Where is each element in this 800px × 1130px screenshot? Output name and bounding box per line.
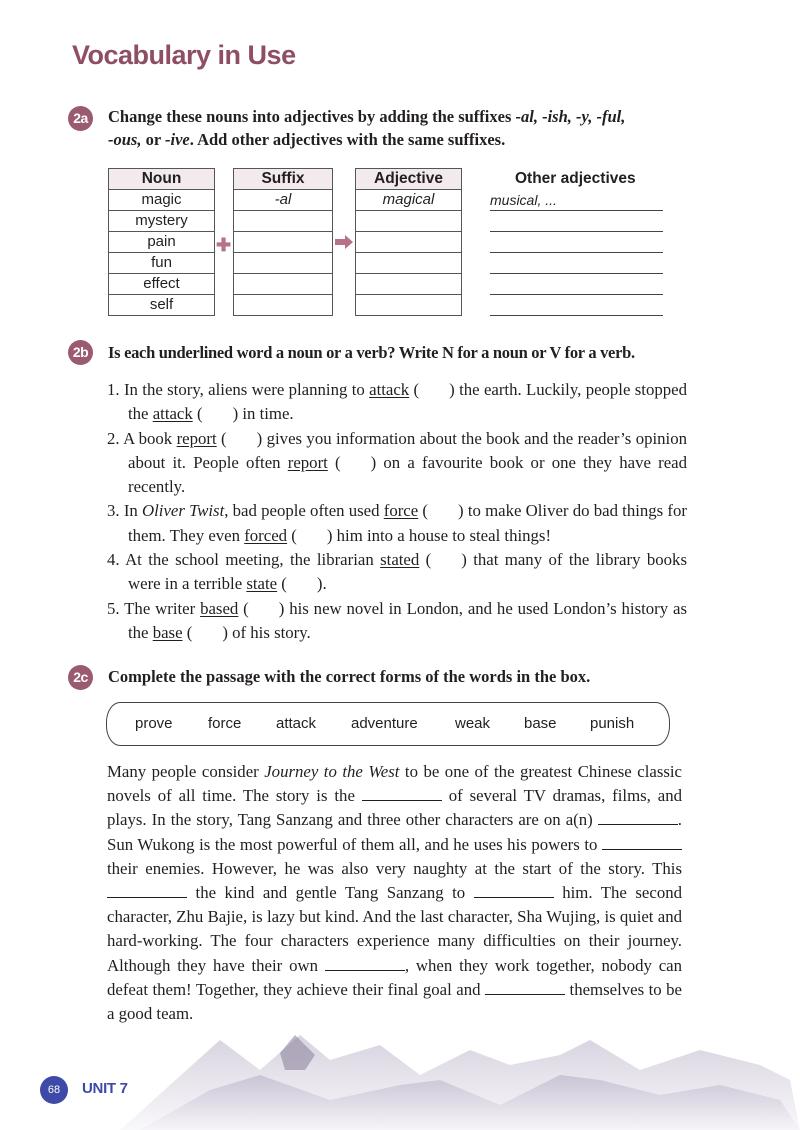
- word-box-item: base: [524, 715, 557, 732]
- suffix-cell[interactable]: [234, 294, 332, 315]
- word-box-item: adventure: [351, 715, 418, 732]
- noun-cell: self: [109, 294, 214, 315]
- adjective-cell[interactable]: [356, 231, 461, 252]
- exercise-badge-2b: 2b: [68, 340, 93, 365]
- exercise-badge-2c: 2c: [68, 665, 93, 690]
- suffix-cell[interactable]: [234, 231, 332, 252]
- passage: Many people consider Journey to the West to be one of the greatest Chinese classic novels of all time. The story is the of several TV dramas, films, and plays. In the story, Tang Sanzang and three other characters are on a(n) . Sun Wukong is the most powerful of them all, and he uses his powers to their enemies. However, he was also very naughty at the start of the story. This the kind and gentle Tang Sanzang to him. The second character, Zhu Bajie, is lazy but kind. And the last character, Sha Wujing, is quiet and hard-working. The four characters experience many difficulties on their journey. Although they have their own , when they work together, nobody can defeat them! Together, they achieve their final goal and themselves to be a good team.: [107, 762, 682, 1024]
- noun-cell: pain: [109, 231, 214, 252]
- noun-cell: effect: [109, 273, 214, 294]
- suffix-cell[interactable]: [234, 273, 332, 294]
- question-item: 4. At the school meeting, the librarian stated ( ) that many of the library books were in a terrible state ( ).: [107, 550, 687, 594]
- passage-blank[interactable]: [602, 835, 682, 850]
- word-box: [106, 702, 670, 746]
- passage-blank[interactable]: [107, 883, 187, 898]
- passage-blank[interactable]: [598, 810, 678, 825]
- unit-label: UNIT 7: [82, 1080, 128, 1097]
- adjective-header: Adjective: [356, 169, 461, 189]
- plus-icon: ✚: [216, 235, 232, 255]
- passage-blank[interactable]: [474, 883, 554, 898]
- question-item: 2. A book report ( ) gives you information about the book and the reader’s opinion about it. People often report ( ) on a favourite book or one they have read recently.: [107, 428, 687, 497]
- other-adjective-line[interactable]: [490, 253, 663, 274]
- exercise-2c-instruction: Complete the passage with the correct forms of the words in the box.: [108, 667, 591, 686]
- page-title: Vocabulary in Use: [72, 40, 296, 70]
- other-adjective-line[interactable]: [490, 211, 663, 232]
- arrow-right-icon: [334, 234, 354, 250]
- other-adjective-line[interactable]: musical, ...: [490, 190, 663, 211]
- word-box-item: punish: [590, 715, 635, 732]
- word-box-item: prove: [135, 715, 173, 732]
- suffix-header: Suffix: [234, 169, 332, 189]
- noun-cell: magic: [109, 189, 214, 210]
- adjective-column: [355, 168, 462, 316]
- suffix-cell[interactable]: [234, 210, 332, 231]
- passage-blank[interactable]: [485, 980, 565, 995]
- noun-header: Noun: [109, 169, 214, 189]
- suffix-cell[interactable]: -al: [234, 189, 332, 210]
- exercise-2b-instruction: Is each underlined word a noun or a verb? Write N for a noun or V for a verb.: [108, 343, 635, 362]
- other-adjective-line[interactable]: [490, 295, 663, 316]
- adjective-cell[interactable]: [356, 294, 461, 315]
- other-adjectives-header: Other adjectives: [515, 170, 636, 187]
- word-box-item: attack: [276, 715, 317, 732]
- exercise-2a-instruction: Change these nouns into adjectives by adding the suffixes -al, -ish, -y, -ful, -ous, or -ive. Add other adjectives with the same suffixes.: [108, 107, 626, 149]
- adjective-cell[interactable]: [356, 252, 461, 273]
- passage-blank[interactable]: [325, 956, 405, 971]
- adjective-cell[interactable]: [356, 210, 461, 231]
- other-adjectives-lines: [490, 190, 663, 316]
- word-box-item: weak: [455, 715, 491, 732]
- suffix-cell[interactable]: [234, 252, 332, 273]
- adjective-cell[interactable]: magical: [356, 189, 461, 210]
- question-item: 3. In Oliver Twist, bad people often used force ( ) to make Oliver do bad things for them. They even forced ( ) him into a house to steal things!: [107, 501, 687, 545]
- question-item: 1. In the story, aliens were planning to attack ( ) the earth. Luckily, people stopped the attack ( ) in time.: [107, 380, 687, 424]
- other-adjective-line[interactable]: [490, 274, 663, 295]
- other-adjective-line[interactable]: [490, 232, 663, 253]
- noun-column: [108, 168, 215, 316]
- question-item: 5. The writer based ( ) his new novel in London, and he used London’s history as the base ( ) of his story.: [107, 598, 687, 642]
- passage-blank[interactable]: [362, 786, 442, 801]
- adjective-cell[interactable]: [356, 273, 461, 294]
- suffix-column: [233, 168, 333, 316]
- noun-cell: fun: [109, 252, 214, 273]
- page-number-badge: 68: [40, 1076, 68, 1104]
- word-box-item: force: [208, 715, 242, 732]
- noun-cell: mystery: [109, 210, 214, 231]
- exercise-badge-2a: 2a: [68, 106, 93, 131]
- question-list: [107, 378, 687, 645]
